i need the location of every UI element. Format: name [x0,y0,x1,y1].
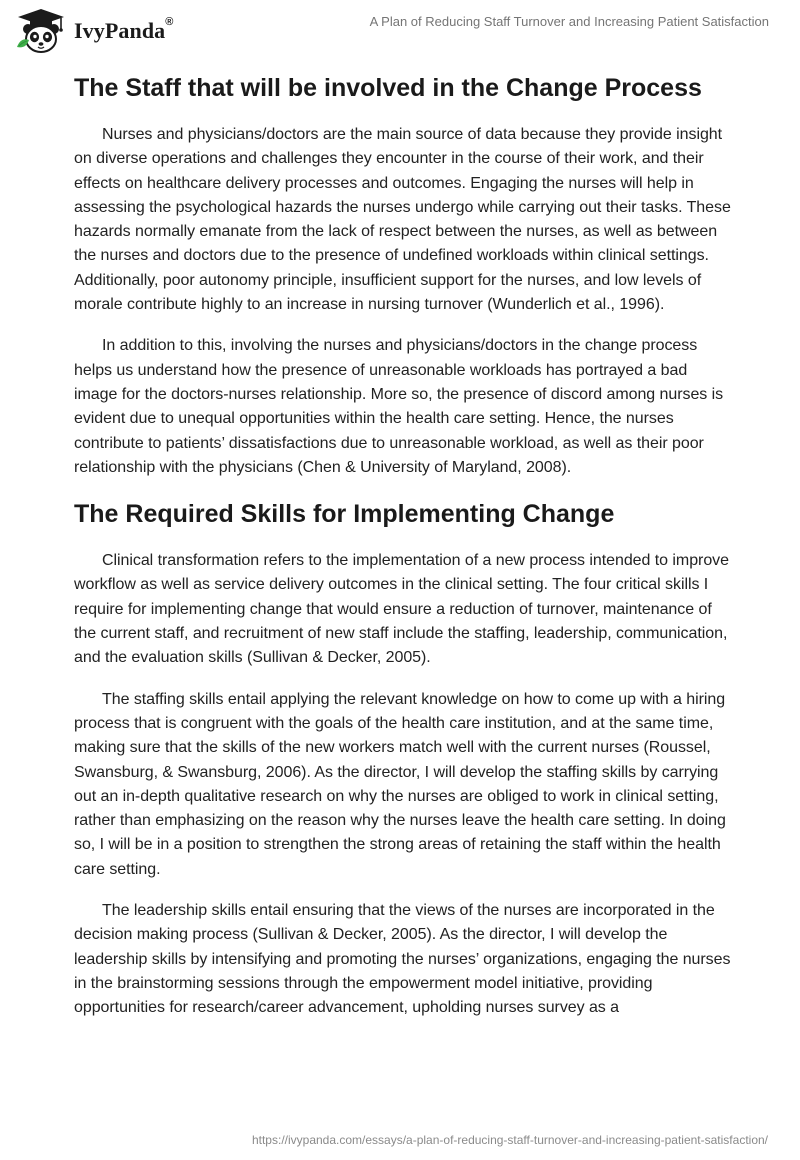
paragraph: Clinical transformation refers to the implementation of a new process intended to improve workflow as well as service delivery outcomes in the clinical setting. The four critical skills I require for implementing change that would ensure a reduction of turnover, maintenance of the current staff, and recruitment of new staff include the staffing, leadership, communication, and the evaluation skills (Sullivan & Decker, 2005). [74,552,729,667]
brand-name-text: IvyPanda [74,18,166,43]
section-staff-involved [74,72,734,480]
paragraph: In addition to this, involving the nurses and physicians/doctors in the change process helps us understand how the presence of unreasonable workloads has portrayed a bad image for the doctors-nurses relationship. More so, the presence of discord among nurses is evident due to unequal opportunities within the health care setting. Hence, the nurses contribute to patients’ dissatisfactions due to unreasonable workload, as well as their poor relationship with the physicians (Chen & University of Maryland, 2008). [74,337,724,476]
essay-body [74,72,734,1021]
brand-name [74,18,174,44]
panda-graduate-icon [14,7,68,55]
paragraph: The staffing skills entail applying the relevant knowledge on how to come up with a hiring process that is congruent with the goals of the health care institution, and at the same time, making sure that the skills of the new workers match well with the current nurses (Roussel, Swansburg, & Swansburg, 2006). As the director, I will develop the staffing skills by carrying out an in-depth qualitative research on why the nurses are obliged to work in clinical setting, rather than emphasizing on the reason why the nurses leave the health care setting. In doing so, I will be in a position to strengthen the strong areas of retaining the staff within the health care setting. [74,690,726,878]
paragraph: The leadership skills entail ensuring that the views of the nurses are incorporated in the decision making process (Sullivan & Decker, 2005). As the director, I will develop the leadership skills by intensifying and promoting the nurses’ organizations, engaging the nurses in the brainstorming sessions through the empowerment model initiative, providing opportunities for research/career advancement, upholding nurses survey as a [74,902,731,1017]
registered-mark: ® [165,16,174,28]
document-title: A Plan of Reducing Staff Turnover and Increasing Patient Satisfaction [369,14,769,29]
ivypanda-logo-link[interactable] [14,7,174,55]
paragraph: Nurses and physicians/doctors are the main source of data because they provide insight on diverse operations and challenges they encounter in the course of their work, and their effects on healthcare delivery processes and outcomes. Engaging the nurses will help in assessing the psychological hazards the nurses undergo while carrying out their tasks. These hazards normally emanate from the lack of respect between the nurses, as well as between the nurses and doctors due to the presence of undefined workloads within clinical settings. Additionally, poor autonomy principle, insufficient support for the nurses, and low levels of morale contribute highly to an increase in nursing turnover (Wunderlich et al., 1996). [74,126,731,314]
section-heading: The Staff that will be involved in the Change Process [74,74,702,102]
section-required-skills [74,498,734,1020]
section-heading: The Required Skills for Implementing Change [74,500,615,529]
source-url-link[interactable]: https://ivypanda.com/essays/a-plan-of-reducing-staff-turnover-and-increasing-patient-satisfaction/ [251,1133,768,1147]
page-header [0,0,800,60]
